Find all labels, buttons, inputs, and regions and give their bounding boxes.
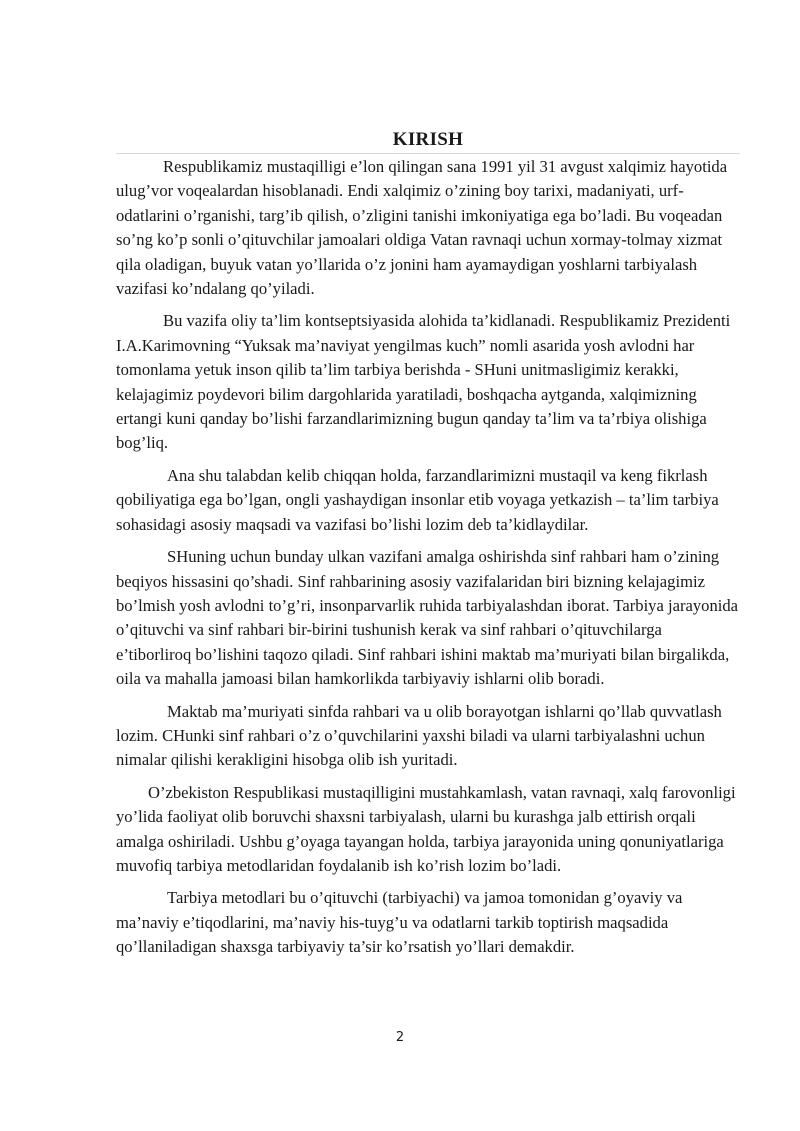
title-divider — [116, 153, 740, 154]
paragraph-7: Tarbiya metodlari bu o’qituvchi (tarbiyachi) va jamoa tomonidan g’oyaviy va ma’naviy e’tiqodlarini, ma’naviy his-tuyg’u va odatlarni tarkib toptirish maqsadida qo’llaniladigan shaxsga tarbiyaviy ta’sir ko’rsatish yo’llari demakdir. — [116, 888, 683, 957]
paragraph-4: SHuning uchun bunday ulkan vazifani amalga oshirishda sinf rahbari ham o’zining beqiyos hissasini qo’shadi. Sinf rahbarining asosiy vazifalaridan biri bizning kelajagimiz bo’lmish yosh avlodni to’g’ri, insonparvarlik ruhida tarbiyalashdan iborat. Tarbiya jarayonida o’qituvchi va sinf rahbari bir-birini tushunish kerak va sinf rahbari o’qituvchilarga e’tiborliroq bo’lishini taqozo qiladi. Sinf rahbari ishini maktab ma’muriyati bilan birgalikda, oila va mahalla jamoasi bilan hamkorlikda tarbiyaviy ishlarni olib boradi. — [116, 547, 739, 689]
paragraph-1: Respublikamiz mustaqilligi e’lon qilingan sana 1991 yil 31 avgust xalqimiz hayotida ulug’vor voqealardan hisoblanadi. Endi xalqimiz o’zining boy tarixi, madaniyati, urf-odatlarini o’rganishi, targ’ib qilish, o’zligini tanishi imkoniyatiga ega bo’ladi. Bu voqeadan so’ng ko’p sonli o’qituvchilar jamoalari oldiga Vatan ravnaqi uchun xormay-tolmay xizmat qila oladigan, buyuk vatan yo’llarida o’z jonini ham ayamaydigan yoshlarni tarbiyalash vazifasi ko’ndalang qo’yiladi. — [116, 157, 728, 299]
page-number: 2 — [395, 1030, 405, 1045]
paragraph-6: O’zbekiston Respublikasi mustaqilligini mustahkamlash, vatan ravnaqi, xalq farovonligi yo’lida faoliyat olib boruvchi shaxsni tarbiyalash, ularni bu kurashga jalb ettirish orqali amalga oshiriladi. Ushbu g’oyaga tayangan holda, tarbiya jarayonida uning qonuniyatlariga muvofiq tarbiya metodlaridan foydalanib ish ko’rish lozim bo’ladi. — [116, 782, 736, 875]
document-body — [116, 155, 739, 968]
paragraph-2: Bu vazifa oliy ta’lim kontseptsiyasida alohida ta’kidlanadi. Respublikamiz Prezidenti I.A.Karimovning “Yuksak ma’naviyat yengilmas kuch” nomli asarida yosh avlodni har tomonlama yetuk inson qilib ta’lim tarbiya berishda - SHuni unitmasligimiz kerakki, kelajagimiz poydevori bilim dargohlarida yaratiladi, boshqacha aytganda, xalqimizning ertangi kuni qanday bo’lishi farzandlarimizning bugun qanday ta’lim va ta’rbiya olishiga bog’liq. — [116, 311, 731, 453]
page-title: KIRISH — [392, 129, 464, 150]
paragraph-3: Ana shu talabdan kelib chiqqan holda, farzandlarimizni mustaqil va keng fikrlash qobiliyatiga ega bo’lgan, ongli yashaydigan insonlar etib voyaga yetkazish – ta’lim tarbiya sohasidagi asosiy maqsadi va vazifasi bo’lishi lozim deb ta’kidlaydilar. — [116, 465, 719, 534]
paragraph-5: Maktab ma’muriyati sinfda rahbari va u olib borayotgan ishlarni qo’llab quvvatlash lozim. CHunki sinf rahbari o’z o’quvchilarini yaxshi biladi va ularni tarbiyalashni uchun nimalar qilishi kerakligini hisobga olib ish yuritadi. — [116, 701, 722, 770]
